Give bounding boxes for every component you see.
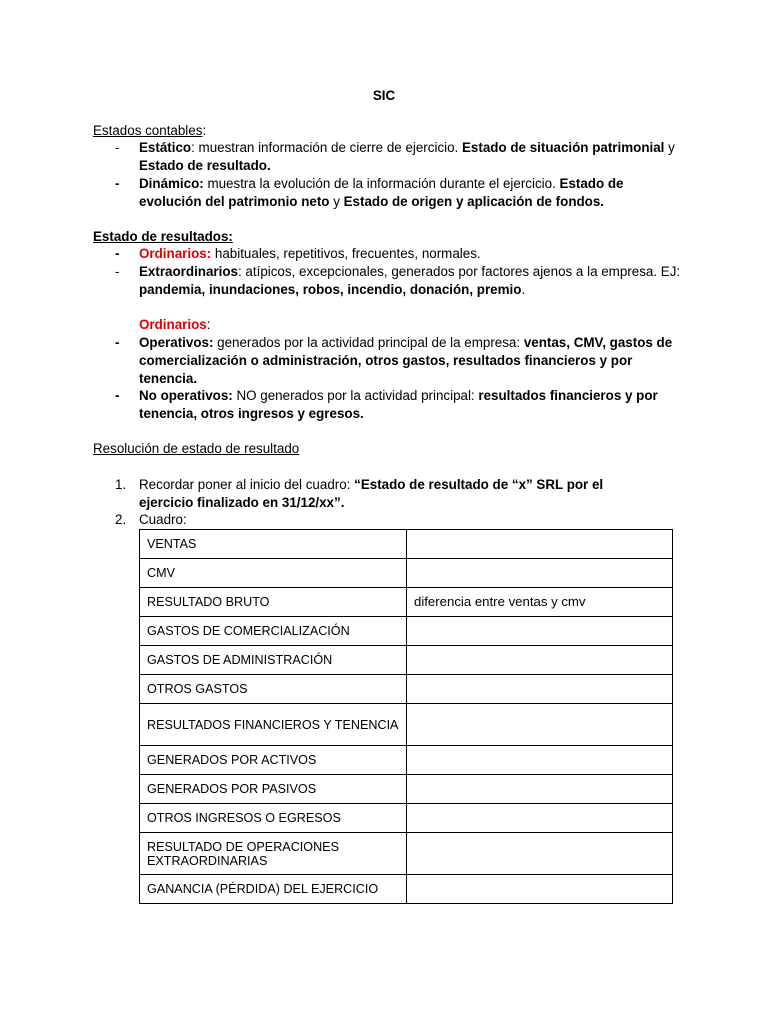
list-item-ordinarios — [139, 245, 684, 263]
bold-item-1: “Estado de resultado de “x” SRL por el ejercicio finalizado en 31/12/xx”. — [139, 477, 604, 510]
term-extraordinarios: Extraordinarios — [139, 264, 238, 279]
bullet-dash: - — [115, 264, 120, 279]
bullet-dash: - — [115, 388, 120, 403]
table-row — [140, 559, 673, 588]
table-row — [140, 588, 673, 617]
table-cell-label: VENTAS — [140, 530, 407, 559]
table-row — [140, 617, 673, 646]
doc-title: SIC — [372, 88, 396, 103]
bold-extraordinarios: pandemia, inundaciones, robos, incendio, donación, premio — [139, 282, 522, 297]
term-dinamico: Dinámico: — [139, 176, 204, 191]
table-cell-label: OTROS INGRESOS O EGRESOS — [140, 804, 407, 833]
table-cell-value — [407, 804, 673, 833]
table-row — [140, 675, 673, 704]
bold-dinamico-2: Estado de origen y aplicación de fondos. — [343, 194, 605, 209]
text-ordinarios: habituales, repetitivos, frecuentes, normales. — [211, 246, 481, 261]
numbered-item-2: Cuadro: — [139, 512, 187, 527]
conj-y: y — [329, 194, 344, 209]
table-cell-value — [407, 559, 673, 588]
bullet-dash: - — [115, 176, 120, 191]
text-no-operativos: NO generados por la actividad principal: — [232, 388, 479, 403]
heading-colon: : — [206, 317, 211, 332]
table-cell-value — [407, 530, 673, 559]
heading-colon: : — [202, 123, 207, 138]
table-row — [140, 875, 673, 904]
table-cell-value — [407, 646, 673, 675]
bold-dinamico-1: Estado de evolución del patrimonio neto — [139, 176, 624, 209]
item-number-2: 2. — [115, 512, 127, 527]
ordinarios-heading-line — [139, 316, 210, 334]
table-cell-label: GASTOS DE ADMINISTRACIÓN — [140, 646, 407, 675]
resolucion-heading: Resolución de estado de resultado — [93, 441, 300, 456]
estados-contables-heading: Estados contables — [93, 123, 203, 138]
table-cell-value — [407, 704, 673, 746]
bullet-dash: - — [115, 335, 120, 350]
bold-no-operativos: resultados financieros y por tenencia, otros ingresos y egresos. — [139, 388, 658, 421]
bold-estatico-2: Estado de resultado. — [139, 158, 271, 173]
list-item-estatico — [139, 139, 684, 175]
bold-estatico-1: Estado de situación patrimonial — [462, 140, 665, 155]
table-cell-value — [407, 675, 673, 704]
list-item-operativos — [139, 334, 684, 388]
table-cell-value — [407, 746, 673, 775]
term-no-operativos: No operativos: — [139, 388, 233, 403]
table-row — [140, 833, 673, 875]
list-item-dinamico — [139, 175, 684, 211]
text-dinamico: muestra la evolución de la información durante el ejercicio. — [203, 176, 560, 191]
term-estatico: Estático — [139, 140, 192, 155]
item-number-1: 1. — [115, 477, 127, 492]
bold-operativos: ventas, CMV, gastos de comercialización o administración, otros gastos, resultados financieros y por tenencia. — [139, 335, 673, 386]
text-estatico: : muestran información de cierre de ejercicio. — [191, 140, 462, 155]
table-row — [140, 530, 673, 559]
table-cell-label: RESULTADOS FINANCIEROS Y TENENCIA — [140, 704, 407, 746]
period: . — [521, 282, 526, 297]
bullet-dash: - — [115, 246, 120, 261]
table-cell-label: RESULTADO DE OPERACIONES EXTRAORDINARIAS — [140, 833, 407, 875]
table-cell-label: GASTOS DE COMERCIALIZACIÓN — [140, 617, 407, 646]
table-cell-label: GENERADOS POR ACTIVOS — [140, 746, 407, 775]
table-cell-value: diferencia entre ventas y cmv — [407, 588, 673, 617]
text-extraordinarios: : atípicos, excepcionales, generados por factores ajenos a la empresa. EJ: — [237, 264, 681, 279]
ordinarios-heading: Ordinarios — [139, 317, 207, 332]
table-cell-label: GANANCIA (PÉRDIDA) DEL EJERCICIO — [140, 875, 407, 904]
text-operativos: generados por la actividad principal de la empresa: — [213, 335, 524, 350]
table-row — [140, 704, 673, 746]
table-cell-value — [407, 833, 673, 875]
estado-resultados-heading: Estado de resultados: — [93, 229, 233, 244]
table-cell-value — [407, 875, 673, 904]
estados-contables-heading-line — [93, 122, 206, 140]
table-row — [140, 775, 673, 804]
table-row — [140, 746, 673, 775]
table-row — [140, 804, 673, 833]
term-ordinarios: Ordinarios: — [139, 246, 212, 261]
table-row — [140, 646, 673, 675]
text-item-1: Recordar poner al inicio del cuadro: — [139, 477, 355, 492]
table-cell-value — [407, 617, 673, 646]
table-cell-label: OTROS GASTOS — [140, 675, 407, 704]
list-item-extraordinarios — [139, 263, 684, 299]
numbered-item-1 — [139, 476, 659, 512]
table-cell-label: CMV — [140, 559, 407, 588]
bullet-dash: - — [115, 140, 120, 155]
table-cell-label: GENERADOS POR PASIVOS — [140, 775, 407, 804]
table-cell-label: RESULTADO BRUTO — [140, 588, 407, 617]
term-operativos: Operativos: — [139, 335, 214, 350]
estado-resultado-table — [139, 529, 673, 904]
conj-y: y — [664, 140, 675, 155]
table-cell-value — [407, 775, 673, 804]
list-item-no-operativos — [139, 387, 684, 423]
